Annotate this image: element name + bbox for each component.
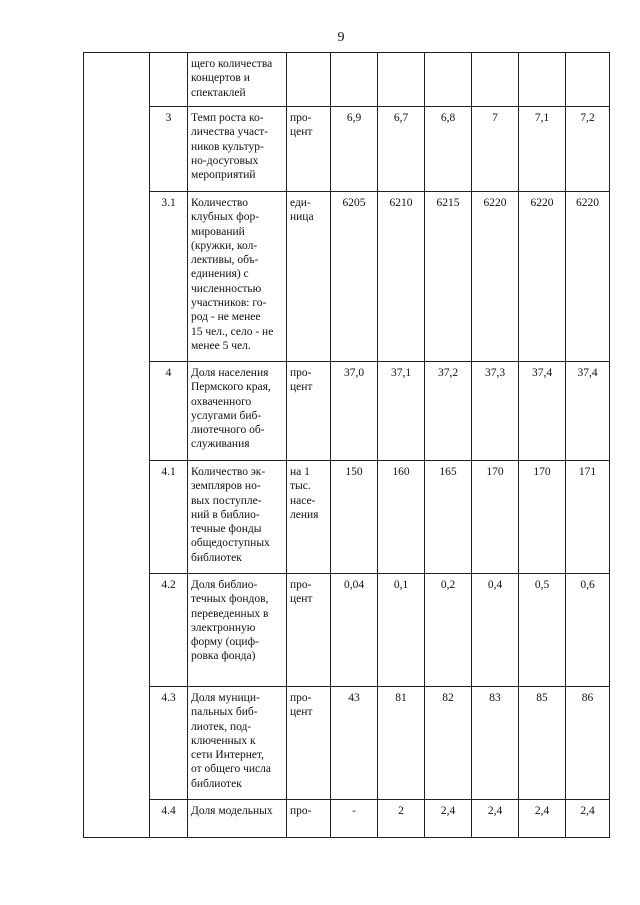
- row-number: 4.4: [150, 800, 188, 838]
- row-number: 4: [150, 362, 188, 461]
- indicator-name: [188, 362, 287, 461]
- indicator-name-line: сети Интернет,: [191, 749, 265, 762]
- indicator-name-line: служивания: [191, 438, 250, 451]
- unit-line: про-: [290, 692, 312, 704]
- indicator-name-line: библиотек: [191, 551, 242, 564]
- indicator-name-line: электронную: [191, 621, 256, 634]
- value-cell: 6220: [566, 192, 610, 362]
- value-cell: 2,4: [425, 800, 472, 838]
- unit-cell: [287, 687, 331, 800]
- indicator-name-line: от общего числа: [191, 763, 272, 776]
- indicator-name-line: род - не менее: [191, 311, 261, 324]
- indicator-name: [188, 574, 287, 687]
- indicator-name-line: Количество: [191, 197, 248, 209]
- value-cell: 0,04: [331, 574, 378, 687]
- table-row: [84, 574, 610, 687]
- indicator-name: [188, 800, 287, 838]
- indicator-name-line: общедоступных: [191, 537, 270, 550]
- value-cell: 170: [472, 461, 519, 574]
- indicator-name-line: лективы, объ-: [191, 254, 259, 267]
- unit-line: цент: [290, 706, 313, 719]
- value-cell: 6205: [331, 192, 378, 362]
- value-cell: 37,1: [378, 362, 425, 461]
- value-cell: 6210: [378, 192, 425, 362]
- value-cell: 160: [378, 461, 425, 574]
- value-cell: 43: [331, 687, 378, 800]
- indicator-name-line: Количество эк-: [191, 466, 266, 478]
- unit-line: ница: [290, 211, 314, 224]
- indicator-name: [188, 107, 287, 192]
- indicator-name-line: услугами биб-: [191, 409, 262, 422]
- value-cell: 37,0: [331, 362, 378, 461]
- value-cell: 2,4: [566, 800, 610, 838]
- value-cell: 7,1: [519, 107, 566, 192]
- value-cell: [472, 53, 519, 107]
- value-cell: 82: [425, 687, 472, 800]
- indicator-name-line: участников: го-: [191, 297, 267, 310]
- indicator-name-line: вых поступле-: [191, 494, 262, 507]
- value-cell: 6220: [519, 192, 566, 362]
- value-cell: 85: [519, 687, 566, 800]
- value-cell: 0,6: [566, 574, 610, 687]
- indicator-name-line: Доля населения: [191, 367, 269, 379]
- table-row: [84, 362, 610, 461]
- row-number: 3: [150, 107, 188, 192]
- indicator-name-line: течные фонды: [191, 523, 262, 536]
- row-number: 4.2: [150, 574, 188, 687]
- indicator-name-line: клубных фор-: [191, 211, 260, 224]
- indicator-name-line: библиотек: [191, 777, 242, 790]
- indicator-name: [188, 192, 287, 362]
- value-cell: 2: [378, 800, 425, 838]
- indicator-name-line: менее 5 чел.: [191, 339, 251, 352]
- value-cell: 2,4: [519, 800, 566, 838]
- value-cell: [331, 53, 378, 107]
- row-number: 3.1: [150, 192, 188, 362]
- unit-line: цент: [290, 126, 313, 139]
- unit-line: ления: [290, 508, 319, 521]
- indicator-name-line: земпляров но-: [191, 480, 261, 493]
- indicator-name-line: течных фондов,: [191, 593, 269, 606]
- indicator-name-line: Темп роста ко-: [191, 112, 264, 124]
- unit-cell: [287, 800, 331, 838]
- value-cell: 6215: [425, 192, 472, 362]
- value-cell: 150: [331, 461, 378, 574]
- unit-line: тыс.: [290, 480, 311, 493]
- indicator-name-line: лиотечного об-: [191, 424, 265, 437]
- value-cell: 2,4: [472, 800, 519, 838]
- indicator-name-line: единения) с: [191, 268, 249, 281]
- unit-line: цент: [290, 593, 313, 606]
- value-cell: 0,4: [472, 574, 519, 687]
- indicator-name-line: пальных биб-: [191, 706, 258, 719]
- indicator-name: [188, 461, 287, 574]
- unit-cell: [287, 192, 331, 362]
- value-cell: 37,3: [472, 362, 519, 461]
- indicators-table: [83, 52, 610, 838]
- unit-line: на 1: [290, 466, 310, 478]
- indicator-name-line: мероприятий: [191, 169, 256, 182]
- indicator-name-line: переведенных в: [191, 607, 269, 620]
- unit-line: про-: [290, 805, 312, 817]
- unit-cell: [287, 461, 331, 574]
- value-cell: 83: [472, 687, 519, 800]
- value-cell: 170: [519, 461, 566, 574]
- page-number: 9: [337, 30, 345, 45]
- table-row: [84, 461, 610, 574]
- indicator-name-line: форму (оциф-: [191, 636, 259, 649]
- indicator-name-line: личества участ-: [191, 126, 269, 139]
- value-cell: [519, 53, 566, 107]
- value-cell: [566, 53, 610, 107]
- indicator-name-line: концертов и: [191, 72, 250, 85]
- row-number: 4.3: [150, 687, 188, 800]
- table-row: [84, 687, 610, 800]
- value-cell: 6,8: [425, 107, 472, 192]
- indicator-name-line: лиотек, под-: [191, 720, 252, 733]
- indicator-name-line: Пермского края,: [191, 381, 271, 394]
- unit-line: еди-: [290, 197, 311, 209]
- table-row: [84, 53, 610, 107]
- unit-line: про-: [290, 112, 312, 124]
- value-cell: [378, 53, 425, 107]
- value-cell: [425, 53, 472, 107]
- indicator-name-line: ний в библио-: [191, 508, 260, 521]
- indicator-name-line: Доля библио-: [191, 579, 258, 591]
- indicator-name-line: спектаклей: [191, 86, 246, 99]
- value-cell: 37,4: [566, 362, 610, 461]
- indicator-name-line: ключенных к: [191, 734, 256, 747]
- indicator-name-line: охваченного: [191, 395, 252, 408]
- indicator-name-line: Доля модельных: [191, 805, 273, 817]
- indicator-name: [188, 53, 287, 107]
- table-row: [84, 107, 610, 192]
- indicator-name-line: численностью: [191, 282, 262, 295]
- indicator-name-line: мирований: [191, 225, 245, 238]
- unit-line: про-: [290, 367, 312, 379]
- value-cell: 6220: [472, 192, 519, 362]
- unit-cell: [287, 107, 331, 192]
- unit-cell: [287, 53, 331, 107]
- indicator-name-line: (кружки, кол-: [191, 239, 258, 252]
- value-cell: 37,4: [519, 362, 566, 461]
- unit-cell: [287, 362, 331, 461]
- value-cell: 0,2: [425, 574, 472, 687]
- value-cell: 165: [425, 461, 472, 574]
- indicator-name-line: ровка фонда): [191, 650, 256, 663]
- row-number: [150, 53, 188, 107]
- indicator-name-line: ников культур-: [191, 140, 264, 153]
- unit-line: цент: [290, 381, 313, 394]
- value-cell: 0,5: [519, 574, 566, 687]
- indicator-name-line: Доля муници-: [191, 692, 260, 704]
- value-cell: 7: [472, 107, 519, 192]
- value-cell: 171: [566, 461, 610, 574]
- value-cell: 81: [378, 687, 425, 800]
- outer-empty-cell: [84, 53, 150, 838]
- indicator-name: [188, 687, 287, 800]
- table-row: [84, 800, 610, 838]
- indicator-name-line: щего количества: [191, 58, 273, 70]
- value-cell: -: [331, 800, 378, 838]
- table-row: [84, 192, 610, 362]
- value-cell: 7,2: [566, 107, 610, 192]
- value-cell: 6,9: [331, 107, 378, 192]
- value-cell: 6,7: [378, 107, 425, 192]
- unit-cell: [287, 574, 331, 687]
- indicator-name-line: но-досуговых: [191, 154, 259, 167]
- indicator-name-line: 15 чел., село - не: [191, 325, 274, 338]
- value-cell: 37,2: [425, 362, 472, 461]
- value-cell: 86: [566, 687, 610, 800]
- unit-line: про-: [290, 579, 312, 591]
- unit-line: насе-: [290, 494, 316, 507]
- row-number: 4.1: [150, 461, 188, 574]
- value-cell: 0,1: [378, 574, 425, 687]
